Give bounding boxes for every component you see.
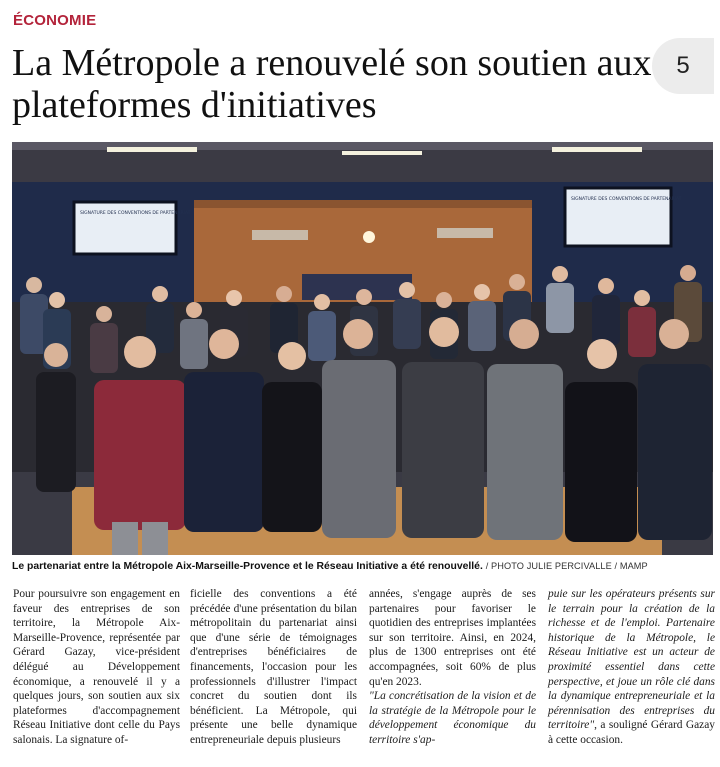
page-number: 5 (652, 38, 714, 94)
headline: La Métropole a renouvelé son soutien aux plateformes d'initiatives (12, 42, 652, 126)
column-3-quote: "La concrétisation de la vision et de la stratégie de la Métropole pour le développement économique du territoire s'ap- (369, 690, 536, 746)
screen-right-text: SIGNATURE DES CONVENTIONS DE PARTENARIAT (571, 197, 682, 202)
article-column-4 (548, 587, 715, 748)
caption-text: Le partenariat entre la Métropole Aix-Marseille-Provence et le Réseau Initiative a été renouvellé. (12, 561, 483, 572)
article-column-2 (190, 587, 357, 748)
photo-credit: / PHOTO JULIE PERCIVALLE / MAMP (485, 561, 648, 571)
screen-left (74, 202, 176, 254)
article-column-1 (13, 587, 180, 748)
column-3-text: années, s'engage auprès de ses partenaires pour favoriser le quotidien des entreprises implantées sur son territoire. Ainsi, en 2024, plus de 1300 entreprises ont été accompagnées, soit 60% de plus qu'en 2023. (369, 588, 536, 688)
column-4-quote: puie sur les opérateurs présents sur le terrain pour la création de la richesse et de l'emploi. Partenaire historique de la Métropole, le Réseau Initiative est un acteur de proximité essentiel dans cette perspective, et joue un rôle clé dans la dynamique entrepreneuriale et la pérennisation des entreprises du territoire" (548, 588, 715, 732)
column-4-text: , a souligné Gérard Gazay à cette occasion. (548, 719, 715, 746)
column-1-text: Pour poursuivre son engagement en faveur des entreprises de son territoire, la Métropole Aix-Marseille-Provence, représentée par Gérard Gazay, vice-président délégué au Développement économique, a renouvelé il y a quelques jours, son soutien aux six plateformes d'accompagnement Réseau Initiative dont celle du Pays salonais. La signature of- (13, 588, 180, 746)
article-column-3 (369, 587, 536, 748)
column-2-text: ficielle des conventions a été précédée d'une présentation du bilan métropolitain du partenariat ainsi que d'une série de témoignages d'entreprises bénéficiaires de financements, l'occasion pour les professionnels d'illustrer l'impact concret du soutien dont ils bénéficient. La Métropole, qui présente une belle dynamique entrepreneuriale depuis plusieurs (190, 588, 357, 746)
photo-caption (12, 559, 713, 574)
screen-left-text: SIGNATURE DES CONVENTIONS DE PARTENARIAT (80, 211, 191, 216)
article-photo (12, 142, 713, 555)
rubric: ÉCONOMIE (13, 12, 97, 29)
